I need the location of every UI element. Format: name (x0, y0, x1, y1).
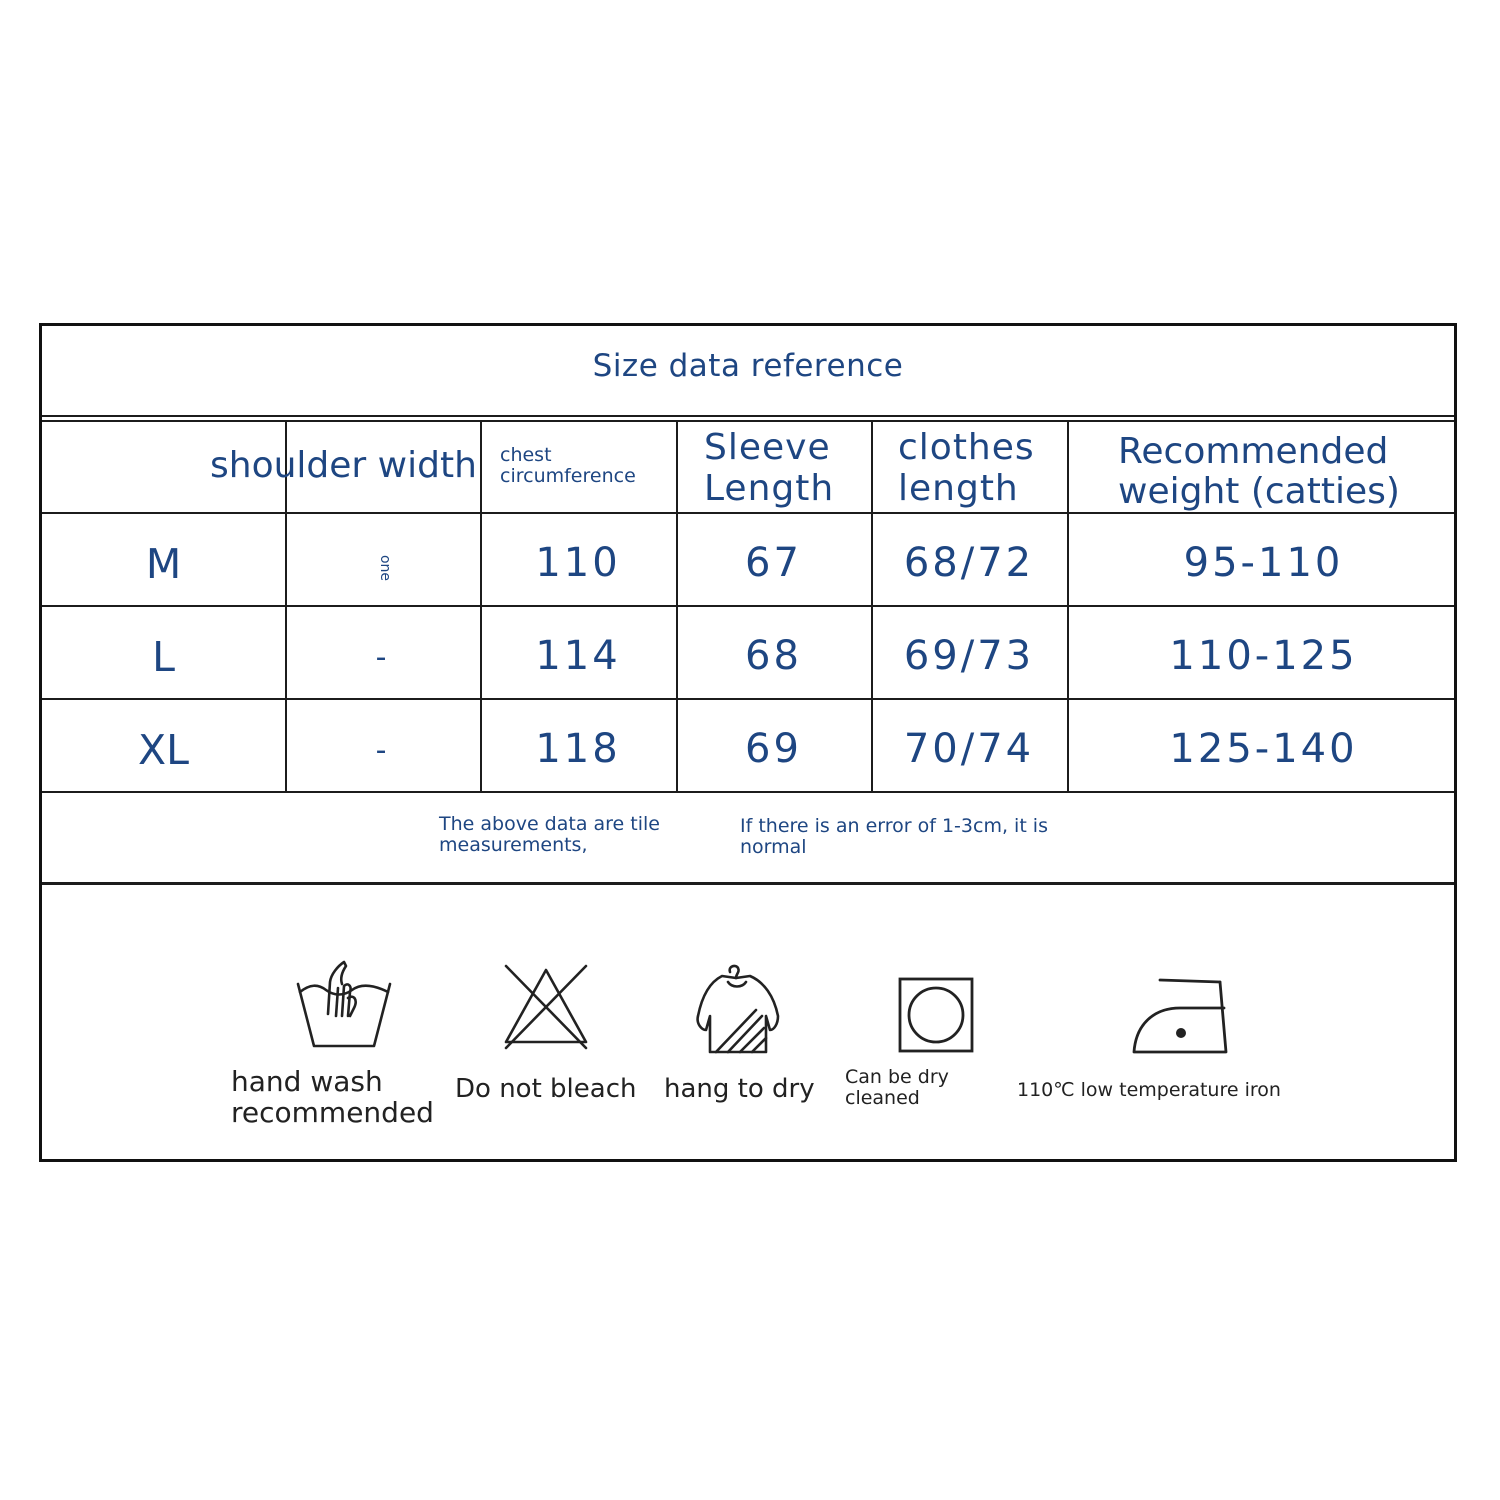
hand-wash-label-line2: recommended (231, 1096, 434, 1129)
dry-clean-label-line1: Can be dry (845, 1066, 949, 1088)
table-row-l-sleeve: 68 (745, 633, 802, 679)
row-divider-3 (42, 791, 1454, 793)
table-row-m-sleeve: 67 (745, 540, 802, 586)
header-shoulder-width: shoulder width (210, 445, 477, 486)
table-row-l-size: L (152, 633, 175, 681)
table-row-m-weight: 95-110 (1183, 540, 1344, 586)
table-row-m-chest: 110 (535, 540, 621, 586)
table-row-m-size: M (145, 540, 182, 588)
table-row-l-shoulder: - (375, 640, 390, 675)
hang-dry-label: hang to dry (664, 1074, 815, 1104)
iron-icon (1130, 974, 1230, 1056)
table-row-xl-chest: 118 (535, 726, 621, 772)
table-row-l-weight: 110-125 (1169, 633, 1358, 679)
table-row-l-chest: 114 (535, 633, 621, 679)
table-row-xl-shoulder: - (375, 733, 390, 768)
table-row-xl-size: XL (138, 726, 189, 774)
table-title: Size data reference (592, 348, 904, 384)
header-weight-line1: Recommended (1118, 431, 1389, 472)
header-divider (42, 512, 1454, 514)
table-row-xl-sleeve: 69 (745, 726, 802, 772)
row-divider-1 (42, 605, 1454, 607)
table-row-m-shoulder: one (377, 554, 394, 582)
hand-wash-label-line1: hand wash (231, 1065, 383, 1098)
header-sleeve-line2: Length (704, 468, 835, 509)
header-chest-line1: chest (500, 444, 552, 466)
table-row-xl-length: 70/74 (903, 726, 1035, 772)
care-section-divider (42, 882, 1454, 885)
no-bleach-label: Do not bleach (455, 1074, 637, 1104)
note-right-line1: If there is an error of 1-3cm, it is (740, 815, 1048, 837)
note-left-line1: The above data are tile (439, 813, 660, 835)
hand-wash-icon (292, 958, 396, 1054)
iron-label: 110℃ low temperature iron (1017, 1079, 1281, 1101)
header-clothes-line2: length (898, 468, 1019, 509)
table-row-l-length: 69/73 (903, 633, 1035, 679)
dry-clean-icon (897, 976, 975, 1054)
table-row-xl-weight: 125-140 (1169, 726, 1358, 772)
size-chart-table (39, 323, 1457, 1162)
title-divider-top (42, 415, 1454, 417)
no-bleach-icon (500, 962, 592, 1052)
header-weight-line2: weight (catties) (1118, 471, 1400, 512)
row-divider-2 (42, 698, 1454, 700)
hang-dry-icon (692, 960, 784, 1056)
header-sleeve-line1: Sleeve (704, 427, 831, 468)
note-right-line2: normal (740, 836, 807, 858)
dry-clean-label-line2: cleaned (845, 1087, 920, 1109)
header-clothes-line1: clothes (898, 427, 1035, 468)
header-chest-line2: circumference (500, 465, 636, 487)
note-left-line2: measurements, (439, 834, 588, 856)
table-row-m-length: 68/72 (903, 540, 1035, 586)
title-divider-bottom (42, 420, 1454, 422)
